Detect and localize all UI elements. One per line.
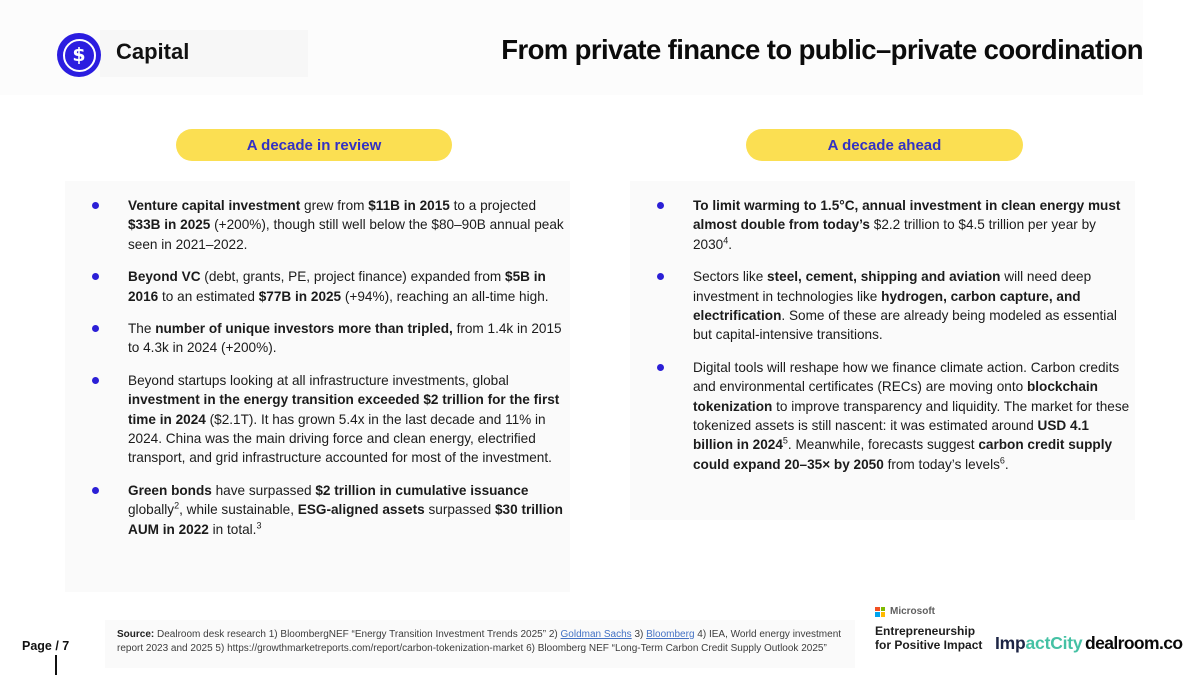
right-column-panel bbox=[630, 181, 1135, 520]
text-segment: ($2.1T). It has grown 5.4x in the last decade and 11% in 2024. China was the main driving force and clean energy, electrified transport, and grid infrastructure accounted for most of the investment. bbox=[128, 411, 552, 466]
page-title: From private finance to public–private coordination bbox=[501, 34, 1143, 65]
footnote-marker: 2 bbox=[174, 500, 180, 511]
bullet-item bbox=[630, 358, 1135, 474]
text-segment: The bbox=[128, 321, 156, 337]
page-number: Page / 7 bbox=[22, 639, 70, 653]
source-link[interactable]: Goldman Sachs bbox=[560, 629, 632, 640]
bullet-dot-icon bbox=[92, 325, 99, 332]
microsoft-square bbox=[875, 612, 880, 617]
text-segment: to a projected bbox=[449, 198, 537, 213]
footnote-marker: 6 bbox=[999, 455, 1005, 466]
text-segment: in total. bbox=[208, 521, 257, 537]
text-segment: to improve transparency and liquidity. The market for these tokenized assets is still nascent: it was estimated around bbox=[693, 398, 1130, 434]
text-segment: $2 trillion in cumulative issuance bbox=[315, 482, 529, 498]
text-segment: will need deep investment in technologies like bbox=[693, 269, 1092, 304]
text-segment: ESG-aligned assets bbox=[297, 502, 425, 518]
impactcity-logo-suffix: actCity bbox=[1025, 633, 1083, 653]
bullet-item bbox=[630, 267, 1135, 345]
bullet-item bbox=[630, 196, 1135, 254]
text-segment: Beyond VC bbox=[128, 269, 201, 285]
text-segment: carbon credit supply could expand 20–35× by 2050 bbox=[693, 437, 1113, 472]
text-segment: To limit warming to 1.5°C, annual investment in clean energy must almost double from today’s bbox=[693, 198, 1121, 233]
bullet-item bbox=[65, 481, 570, 539]
bullet-dot-icon bbox=[92, 202, 99, 209]
microsoft-square bbox=[881, 607, 886, 612]
text-segment: $5B in 2016 bbox=[128, 269, 546, 304]
text-segment: Venture capital investment bbox=[128, 198, 301, 213]
text-segment: blockchain tokenization bbox=[693, 379, 1098, 414]
text-segment: globally bbox=[128, 502, 175, 518]
bullet-text bbox=[693, 267, 1131, 345]
footnote-marker: 5 bbox=[782, 435, 788, 446]
microsoft-logo-name: Microsoft bbox=[890, 606, 935, 617]
bullet-item bbox=[65, 319, 570, 358]
bullet-text bbox=[693, 358, 1131, 474]
impactcity-logo bbox=[995, 633, 1082, 654]
bullet-item bbox=[65, 196, 570, 254]
text-segment: Beyond startups looking at all infrastructure investments, global bbox=[128, 372, 509, 388]
text-segment: USD 4.1 billion in 2024 bbox=[693, 418, 1089, 453]
source-note bbox=[105, 620, 855, 668]
text-segment: . bbox=[728, 236, 733, 252]
text-segment: number of unique investors more than tripled, bbox=[155, 321, 453, 337]
bullet-item bbox=[65, 371, 570, 468]
text-segment: investment in the energy transition exceeded $2 trillion for the first time in 2024 bbox=[128, 392, 560, 427]
text-segment: to an estimated bbox=[158, 288, 259, 304]
bullet-dot-icon bbox=[92, 377, 99, 384]
source-link[interactable]: Bloomberg bbox=[646, 629, 695, 640]
text-segment: . bbox=[1004, 456, 1009, 472]
bullet-dot-icon bbox=[657, 202, 664, 209]
text-segment: grew from bbox=[300, 198, 369, 213]
footer-corner-line bbox=[55, 655, 57, 675]
left-column-panel bbox=[65, 181, 570, 592]
microsoft-square bbox=[881, 612, 886, 617]
dollar-symbol: $ bbox=[63, 39, 96, 72]
bullet-text bbox=[128, 319, 566, 358]
bullet-text bbox=[128, 481, 566, 539]
footnote-marker: 3 bbox=[256, 520, 262, 531]
text-segment: . Some of these are already being modeled as essential but capital-intensive transitions. bbox=[693, 308, 1117, 343]
text-segment: $2.2 trillion to $4.5 trillion per year by 2030 bbox=[693, 217, 1096, 252]
text-segment: $33B in 2025 bbox=[128, 217, 211, 233]
impactcity-logo-prefix: Imp bbox=[995, 633, 1026, 653]
dealroom-logo: dealroom.co bbox=[1085, 633, 1183, 653]
text-segment: 4) IEA, World energy investment report 2023 and 2025 5) https://growthmarketreports.com/report/carbon-tokenization-market 6) Bloomberg NEF “Long-Term Carbon Credit Supply Outlook 2025” bbox=[117, 629, 842, 654]
text-segment: surpassed bbox=[424, 502, 495, 518]
text-segment: $11B in 2015 bbox=[368, 198, 450, 213]
text-segment: (debt, grants, PE, project finance) expanded from bbox=[200, 269, 506, 285]
dollar-coin-icon bbox=[57, 33, 101, 77]
badge-decade-in-review: A decade in review bbox=[176, 129, 452, 161]
text-segment: . Meanwhile, forecasts suggest bbox=[787, 437, 979, 453]
brand-label: Capital bbox=[116, 39, 190, 64]
bullet-dot-icon bbox=[657, 273, 664, 280]
bullet-item bbox=[65, 267, 570, 306]
bullet-text bbox=[128, 267, 566, 306]
text-segment: have surpassed bbox=[211, 482, 316, 498]
right-bullet-list bbox=[630, 181, 1135, 474]
microsoft-square bbox=[875, 607, 880, 612]
bullet-dot-icon bbox=[92, 487, 99, 494]
microsoft-tagline-line1: Entrepreneurship bbox=[875, 624, 976, 638]
text-segment: from 1.4k in 2015 to 4.3k in 2024 (+200%). bbox=[128, 321, 562, 356]
bullet-dot-icon bbox=[92, 273, 99, 280]
microsoft-logo-squares-icon bbox=[875, 607, 885, 617]
text-segment: Sectors like bbox=[693, 269, 768, 285]
badge-decade-ahead: A decade ahead bbox=[746, 129, 1023, 161]
text-segment: hydrogen, carbon capture, and electrification bbox=[693, 288, 1081, 324]
text-segment: , while sustainable, bbox=[179, 502, 298, 518]
text-segment: $30 trillion AUM in 2022 bbox=[128, 502, 563, 537]
bullet-text bbox=[128, 196, 566, 254]
footnote-marker: 4 bbox=[723, 235, 729, 246]
microsoft-entrepreneurship-logo bbox=[875, 606, 985, 652]
text-segment: Digital tools will reshape how we finance climate action. Carbon credits and environmental certificates (RECs) are moving onto bbox=[693, 359, 1120, 395]
text-segment: Green bonds bbox=[128, 482, 212, 498]
bullet-text bbox=[128, 371, 566, 468]
microsoft-tagline-line2: for Positive Impact bbox=[875, 638, 983, 652]
bullet-text bbox=[693, 196, 1131, 254]
text-segment: Dealroom desk research 1) BloombergNEF “Energy Transition Investment Trends 2025” 2) bbox=[154, 629, 561, 640]
text-segment: (+94%), reaching an all-time high. bbox=[341, 288, 549, 304]
text-segment: from today’s levels bbox=[883, 456, 1000, 472]
text-segment: Source: bbox=[117, 629, 155, 640]
text-segment: 3) bbox=[631, 629, 647, 640]
bullet-dot-icon bbox=[657, 364, 664, 371]
text-segment: steel, cement, shipping and aviation bbox=[767, 269, 1001, 285]
text-segment: $77B in 2025 bbox=[258, 288, 342, 304]
left-bullet-list bbox=[65, 181, 570, 539]
text-segment: (+200%), though still well below the $80–90B annual peak seen in 2021–2022. bbox=[128, 217, 564, 252]
